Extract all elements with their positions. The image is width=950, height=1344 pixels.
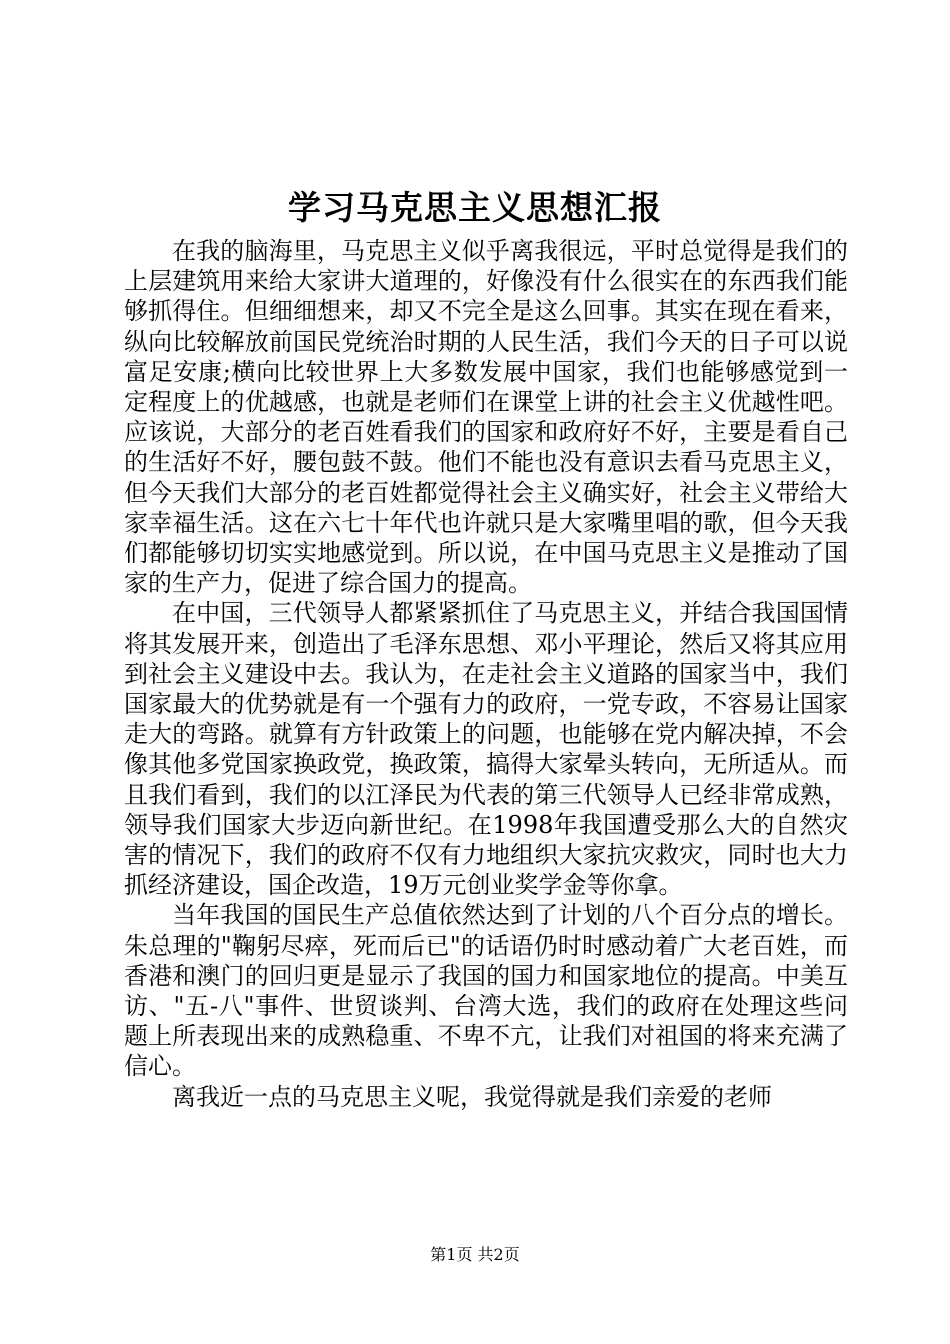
paragraph: 离我近一点的马克思主义呢，我觉得就是我们亲爱的老师 bbox=[172, 1082, 772, 1111]
paragraph: 在我的脑海里，马克思主义似乎离我很远，平时总觉得是我们的上层建筑用来给大家讲大道理的，好像没有什么很实在的东西我们能够抓得住。但细细想来，却又不完全是这么回事。其实在现在看来，纵向比较解放前国民党统治时期的人民生活，我们今天的日子可以说富足安康;横向比较世界上大多数发展中国家，我们也能够感觉到一定程度上的优越感，也就是老师们在课堂上讲的社会主义优越性吧。应该说，大部分的老百姓看我们的国家和政府好不好，主要是看自己的生活好不好，腰包鼓不鼓。他们不能也没有意识去看马克思主义，但今天我们大部分的老百姓都觉得社会主义确实好，社会主义带给大家幸福生活。这在六七十年代也许就只是大家嘴里唱的歌，但今天我们都能够切切实实地感觉到。所以说，在中国马克思主义是推动了国家的生产力，促进了综合国力的提高。 bbox=[124, 237, 848, 598]
document-body bbox=[124, 236, 848, 1112]
paragraph: 在中国，三代领导人都紧紧抓住了马克思主义，并结合我国国情将其发展开来，创造出了毛泽东思想、邓小平理论，然后又将其应用到社会主义建设中去。我认为，在走社会主义道路的国家当中，我们国家最大的优势就是有一个强有力的政府，一党专政，不容易让国家走大的弯路。就算有方针政策上的问题，也能够在党内解决掉，不会像其他多党国家换政党，换政策，搞得大家晕头转向，无所适从。而且我们看到，我们的以江泽民为代表的第三代领导人已经非常成熟，领导我们国家大步迈向新世纪。在1998年我国遭受那么大的自然灾害的情况下，我们的政府不仅有力地组织大家抗灾救灾，同时也大力抓经济建设，国企改造，19万元创业奖学金等你拿。 bbox=[124, 599, 848, 900]
paragraph: 当年我国的国民生产总值依然达到了计划的八个百分点的增长。朱总理的"鞠躬尽瘁，死而后已"的话语仍时时感动着广大老百姓，而香港和澳门的回归更是显示了我国的国力和国家地位的提高。中美互访、"五-八"事件、世贸谈判、台湾大选，我们的政府在处理这些问题上所表现出来的成熟稳重、不卑不亢，让我们对祖国的将来充满了信心。 bbox=[124, 901, 848, 1081]
page-number-footer: 第1页 共2页 bbox=[430, 1245, 520, 1264]
document-title: 学习马克思主义思想汇报 bbox=[288, 188, 662, 227]
